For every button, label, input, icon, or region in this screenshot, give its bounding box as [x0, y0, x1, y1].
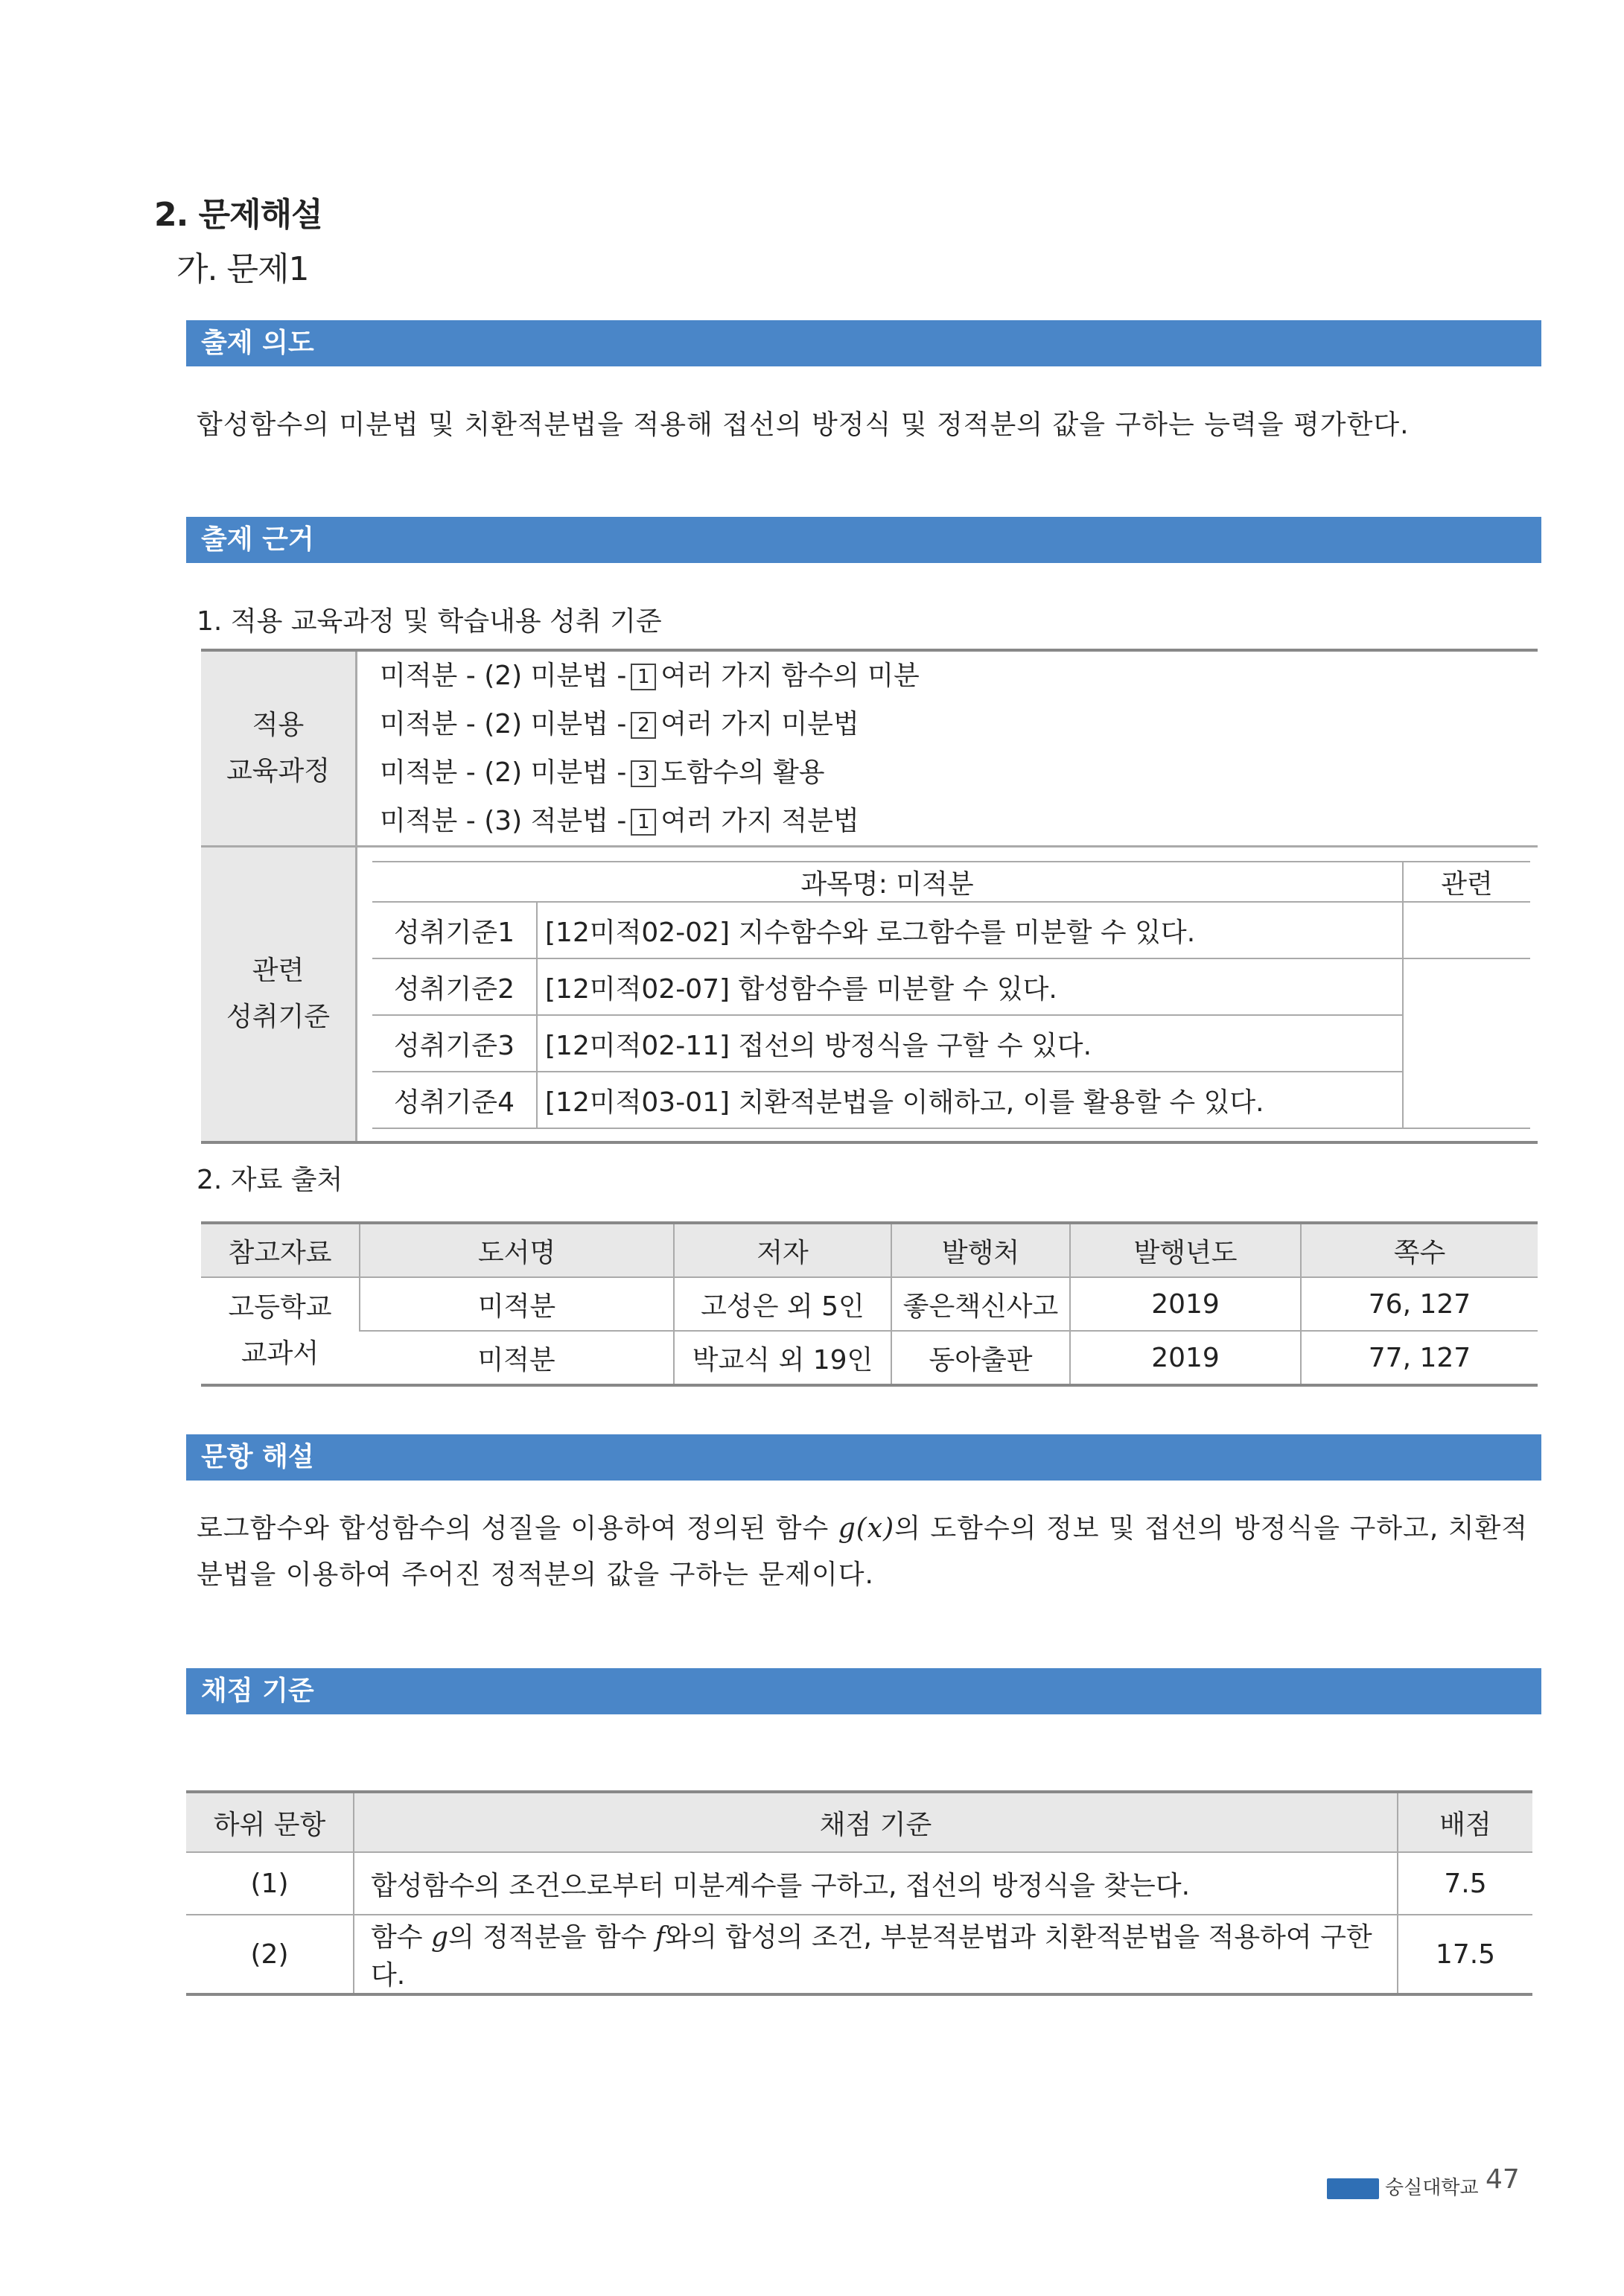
- basis-item2: 2. 자료 출처: [197, 1165, 343, 1195]
- grading-col-header: 하위 문항: [186, 1792, 354, 1852]
- curriculum-list: [357, 650, 1538, 847]
- source-year: 2019: [1070, 1277, 1301, 1331]
- source-publisher: 동아출판: [891, 1331, 1070, 1385]
- subject-header: 과목명: 미적분: [372, 862, 1403, 902]
- curriculum-label-line1: 적용: [252, 710, 305, 740]
- standard-label: 성취기준2: [372, 958, 537, 1015]
- related-header: 관련: [1403, 862, 1530, 902]
- grading-item: (1): [186, 1852, 354, 1915]
- sources-header: 발행처: [891, 1223, 1070, 1277]
- standards-label-line2: 성취기준: [226, 1002, 331, 1032]
- explanation-header: 문항 해설: [186, 1434, 1541, 1481]
- source-publisher: 좋은책신사고: [891, 1277, 1070, 1331]
- standards-cell: [357, 847, 1538, 1143]
- source-pages: 77, 127: [1301, 1331, 1538, 1385]
- curriculum-line: 미적분 - (3) 적분법 - 1 여러 가지 적분법: [380, 806, 859, 836]
- grading-criteria: 합성함수의 조건으로부터 미분계수를 구하고, 접선의 방정식을 찾는다.: [354, 1852, 1398, 1915]
- curriculum-line: 미적분 - (2) 미분법 - 1 여러 가지 함수의 미분: [380, 661, 920, 691]
- intent-header: 출제 의도: [186, 320, 1541, 366]
- standard-label: 성취기준4: [372, 1072, 537, 1128]
- logo-text: 숭실대학교: [1385, 2177, 1479, 2199]
- standards-label-line1: 관련: [252, 955, 305, 986]
- curriculum-table: [201, 649, 1538, 1144]
- standard-related: [1403, 902, 1530, 958]
- sub-title: 가. 문제1: [176, 250, 309, 288]
- grading-col-header: 채점 기준: [354, 1792, 1398, 1852]
- source-pages: 76, 127: [1301, 1277, 1538, 1331]
- source-title: 미적분: [360, 1331, 674, 1385]
- basis-header: 출제 근거: [186, 517, 1541, 563]
- explanation-line2: 분법을 이용하여 주어진 정적분의 값을 구하는 문제이다.: [197, 1559, 874, 1590]
- standards-table: [372, 861, 1530, 1129]
- explanation-line1: 로그함수와 합성함수의 성질을 이용하여 정의된 함수 g(x)의 도함수의 정보 및 접선의 방정식을 구하고, 치환적: [197, 1513, 1529, 1544]
- source-author: 박교식 외 19인: [674, 1331, 891, 1385]
- standard-text: [12미적02-02] 지수함수와 로그함수를 미분할 수 있다.: [537, 902, 1403, 958]
- page-number: 47: [1486, 2164, 1520, 2195]
- curriculum-line: 미적분 - (2) 미분법 - 2 여러 가지 미분법: [380, 709, 859, 740]
- grading-table: [186, 1790, 1532, 1996]
- sources-header: 저자: [674, 1223, 891, 1277]
- source-author: 고성은 외 5인: [674, 1277, 891, 1331]
- grading-criteria: 함수 g의 정적분을 함수 f와의 합성의 조건, 부분적분법과 치환적분법을 적용하여 구한다.: [354, 1915, 1398, 1994]
- standard-label: 성취기준3: [372, 1015, 537, 1072]
- sources-header: 쪽수: [1301, 1223, 1538, 1277]
- basis-item1: 1. 적용 교육과정 및 학습내용 성취 기준: [197, 606, 662, 637]
- grading-points: 17.5: [1398, 1915, 1532, 1994]
- grading-header: 채점 기준: [186, 1668, 1541, 1714]
- sources-header: 도서명: [360, 1223, 674, 1277]
- sources-header: 발행년도: [1070, 1223, 1301, 1277]
- explanation-text: [197, 1506, 1537, 1598]
- standard-text: [12미적03-01] 치환적분법을 이해하고, 이를 활용할 수 있다.: [537, 1072, 1403, 1128]
- sources-header: 참고자료: [201, 1223, 360, 1277]
- standard-text: [12미적02-07] 합성함수를 미분할 수 있다.: [537, 958, 1403, 1015]
- source-title: 미적분: [360, 1277, 674, 1331]
- sources-table: [201, 1221, 1538, 1387]
- curriculum-line: 미적분 - (2) 미분법 - 3 도함수의 활용: [380, 757, 825, 788]
- standard-label: 성취기준1: [372, 902, 537, 958]
- university-logo: [1327, 2172, 1479, 2200]
- standard-text: [12미적02-11] 접선의 방정식을 구할 수 있다.: [537, 1015, 1403, 1072]
- curriculum-label-line2: 교육과정: [226, 756, 331, 786]
- sources-group-line1: 고등학교: [228, 1292, 332, 1323]
- source-year: 2019: [1070, 1331, 1301, 1385]
- curriculum-label: [201, 650, 357, 847]
- section-title: 2. 문제해설: [154, 196, 322, 234]
- sources-group-line2: 교과서: [241, 1338, 319, 1369]
- logo-mark-icon: [1327, 2178, 1379, 2199]
- grading-col-header: 배점: [1398, 1792, 1532, 1852]
- grading-points: 7.5: [1398, 1852, 1532, 1915]
- grading-item: (2): [186, 1915, 354, 1994]
- intent-text: 합성함수의 미분법 및 치환적분법을 적용해 접선의 방정식 및 정적분의 값을 구하는 능력을 평가한다.: [197, 410, 1410, 440]
- sources-group: [201, 1277, 360, 1385]
- standard-related: [1403, 958, 1530, 1128]
- standards-label: [201, 847, 357, 1143]
